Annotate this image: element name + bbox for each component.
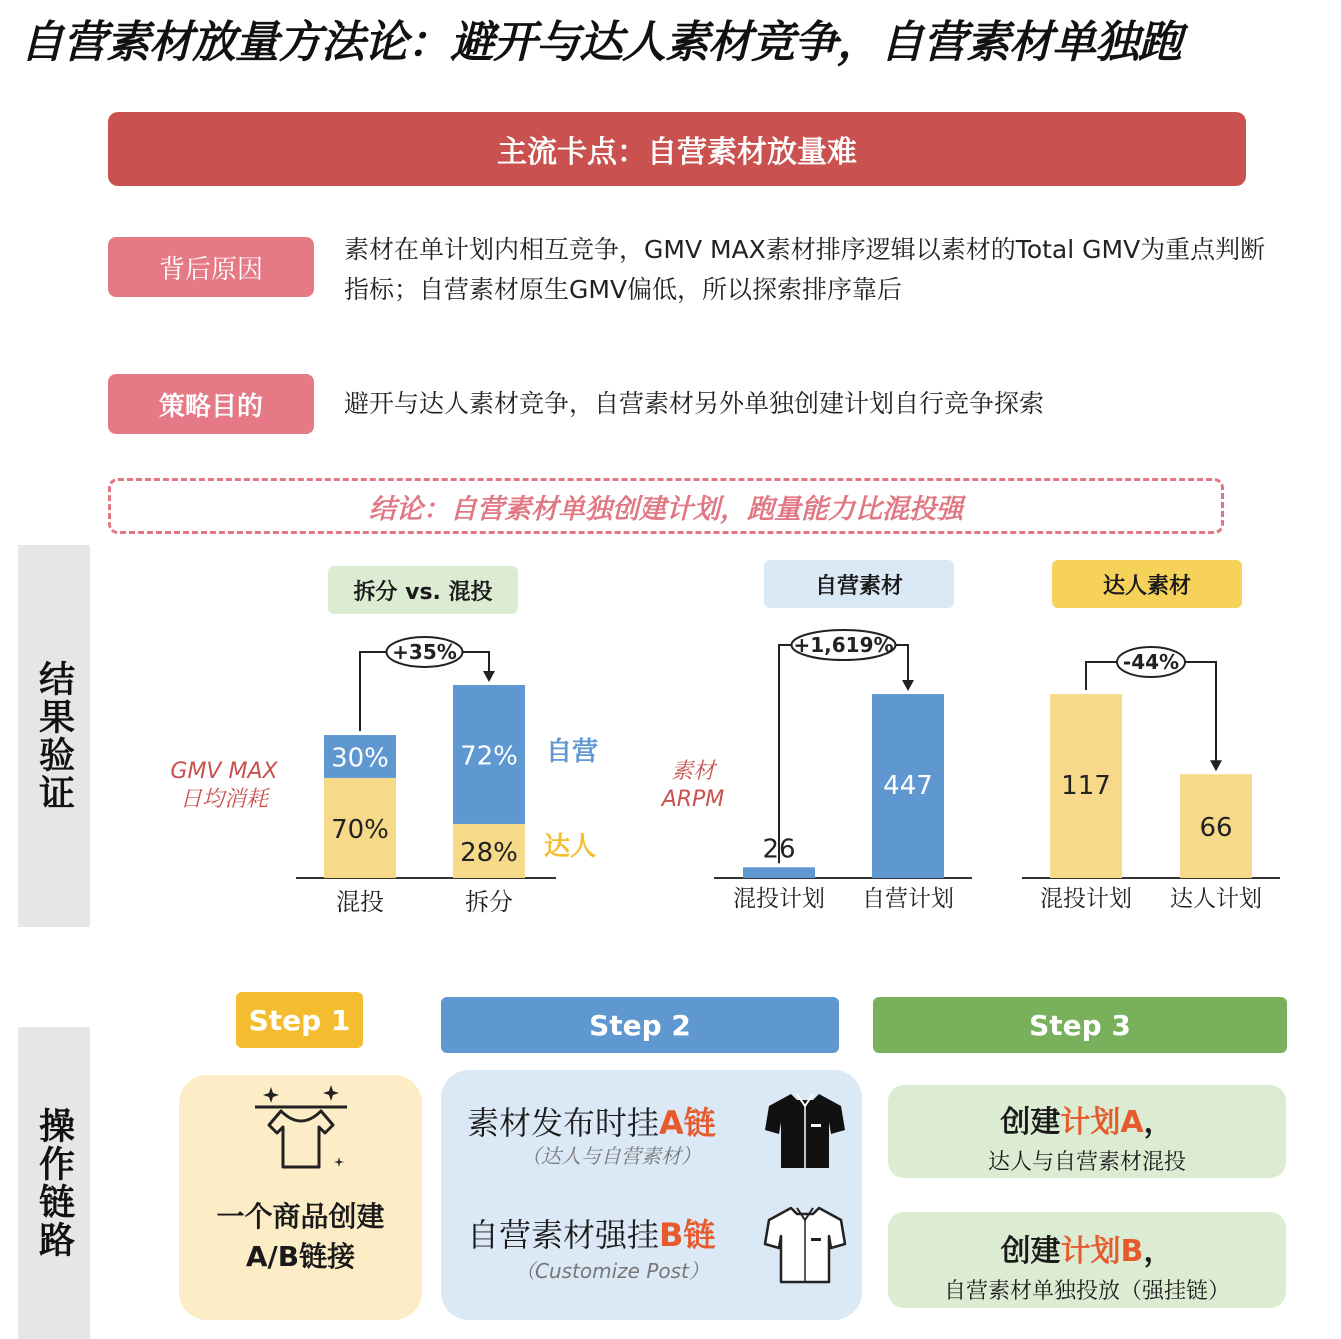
step2-b-sub: （Customize Post）: [515, 1259, 709, 1283]
step3-header: Step 3: [873, 997, 1287, 1053]
step3-a-sub: 达人与自营素材混投: [987, 1150, 1186, 1175]
step2-a-sub: （达人与自营素材）: [521, 1144, 701, 1168]
chart3-title: 达人素材: [1102, 573, 1191, 599]
chart3-arrowhead: [1210, 760, 1222, 771]
operations-section-label: [18, 1027, 90, 1339]
white-shirt-icon: [763, 1204, 847, 1286]
step3-plan-a-box: [888, 1085, 1286, 1178]
chart2-ylabel-line2: ARPM: [661, 787, 725, 812]
step2-b-link: B链: [659, 1216, 716, 1254]
step1-line2: A/B链接: [245, 1240, 356, 1273]
step3-a-suffix: ，: [1143, 1105, 1174, 1140]
chart1-label-self-1: 72%: [460, 741, 518, 772]
chart1-ylabel-line1: GMV MAX: [170, 759, 278, 784]
chart2-xtick-0: 混投计划: [733, 886, 825, 912]
step2-a-link: A链: [659, 1104, 716, 1142]
chart1-label-self-0: 30%: [331, 743, 389, 774]
conclusion-text: 结论：自营素材单独创建计划，跑量能力比混投强: [369, 493, 963, 525]
chart1-xtick-0: 混投: [336, 888, 384, 916]
chart2-ylabel-line1: 素材: [670, 759, 716, 784]
step1-line1: 一个商品创建: [216, 1200, 385, 1233]
chart2-title: 自营素材: [814, 573, 903, 599]
step1-header: Step 1: [236, 992, 363, 1048]
step2-card: [441, 1070, 862, 1320]
black-shirt-icon: [763, 1090, 847, 1172]
chart3-value-1: 66: [1199, 813, 1233, 844]
step3-b-title: [888, 1226, 1286, 1270]
chart1-title: 拆分 vs. 混投: [353, 579, 493, 605]
step2-a-text: 素材发布时挂: [467, 1104, 660, 1142]
page-title: 自营素材放量方法论：避开与达人素材竞争，自营素材单独跑: [20, 17, 1181, 68]
step3-b-suffix: ，: [1143, 1234, 1174, 1269]
strategy-tag: 策略目的: [108, 374, 314, 434]
step3-a-title: [888, 1097, 1286, 1141]
chart1-label-kol-1: 28%: [460, 837, 518, 868]
step2-b-line: [467, 1210, 715, 1256]
step2-b-text: 自营素材强挂: [467, 1216, 660, 1254]
chart2-xtick-1: 自营计划: [862, 886, 954, 912]
strategy-text: 避开与达人素材竞争，自营素材另外单独创建计划自行竞争探索: [344, 389, 1045, 418]
chart2-annotation: +1,619%: [793, 633, 894, 657]
chart2-value-0: 26: [762, 834, 796, 865]
step2-a-line: [467, 1098, 716, 1144]
chart3-xtick-0: 混投计划: [1040, 886, 1132, 912]
chart3-xtick-1: 达人计划: [1170, 886, 1262, 912]
chart2-value-1: 447: [883, 771, 933, 801]
chart2-arrowhead: [902, 680, 914, 691]
chart2-bar-0: [743, 867, 815, 878]
chart1-xtick-1: 拆分: [465, 888, 513, 916]
chart1-label-kol-0: 70%: [331, 814, 389, 845]
chart3-annotation: -44%: [1122, 650, 1180, 674]
chart1-arrowhead: [483, 671, 495, 682]
chart1-annotation: +35%: [392, 640, 457, 664]
reason-text: 素材在单计划内相互竞争，GMV MAX素材排序逻辑以素材的Total GMV为重点判断指标；自营素材原生GMV偏低，所以探索排序靠后: [344, 235, 1266, 304]
step3-b-sub: 自营素材单独投放（强挂链）: [943, 1279, 1230, 1304]
chart1-ylabel-line2: 日均消耗: [179, 787, 269, 812]
step3-b-prefix: 创建: [1000, 1234, 1061, 1269]
operations-label-text: 操作链路: [33, 1107, 75, 1259]
step1-card: [179, 1075, 422, 1320]
chart1-legend-kol: 达人: [544, 832, 597, 862]
step3-b-plan: 计划B: [1060, 1234, 1144, 1269]
step3-a-prefix: 创建: [1000, 1105, 1061, 1140]
step3-a-plan: 计划A: [1060, 1105, 1144, 1140]
results-label-text: 结果验证: [33, 660, 75, 812]
step2-header: Step 2: [441, 997, 839, 1053]
chart3-value-0: 117: [1061, 771, 1111, 801]
main-bottleneck-banner: 主流卡点：自营素材放量难: [108, 112, 1246, 186]
shirt-outline-icon: [251, 1081, 351, 1177]
step1-text: [179, 1197, 422, 1277]
reason-tag: 背后原因: [108, 237, 314, 297]
chart1-legend-self: 自营: [546, 737, 599, 767]
step3-plan-b-box: [888, 1212, 1286, 1308]
